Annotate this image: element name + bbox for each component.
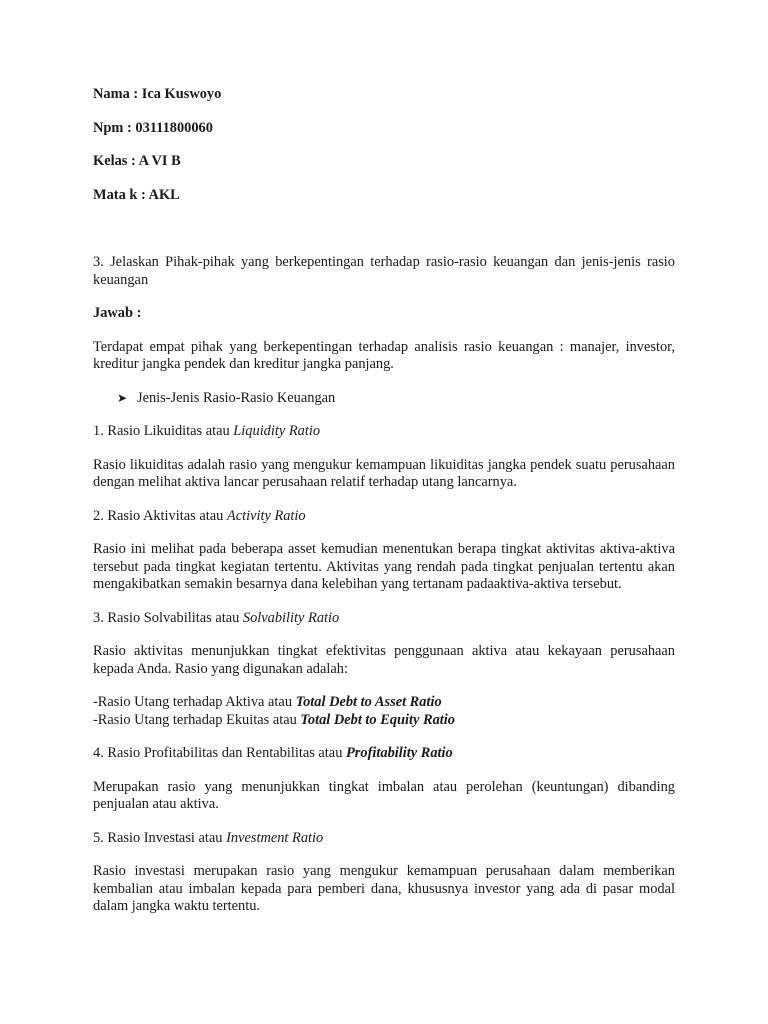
section-5-title: 5. Rasio Investasi atau Investment Ratio (93, 829, 324, 846)
document-content (93, 86, 675, 916)
arrow-bullet-icon: ➤ (117, 390, 128, 405)
section-4-body: Merupakan rasio yang menunjukkan tingkat imbalan atau perolehan (keuntungan) dibanding penjualan atau aktiva. (93, 778, 675, 812)
section-4-title: 4. Rasio Profitabilitas dan Rentabilitas atau Profitability Ratio (93, 745, 453, 761)
course-name: Mata k : AKL (93, 186, 180, 203)
student-name: Nama : Ica Kuswoyo (93, 86, 222, 102)
section-2-title: 2. Rasio Aktivitas atau Activity Ratio (93, 507, 306, 524)
student-npm: Npm : 03111800060 (93, 119, 213, 136)
section-5-body: Rasio investasi merupakan rasio yang mengukur kemampuan perusahaan dalam memberikan kembalian atau imbalan kepada para pemberi dana, khususnya investor yang ada di pasar modal dalam jangka waktu tertentu. (93, 863, 675, 914)
sub-item-1: -Rasio Utang terhadap Aktiva atau Total Debt to Asset Ratio (93, 694, 442, 710)
student-class: Kelas : A VI B (93, 153, 181, 169)
spacer (93, 204, 675, 238)
bullet-text: Jenis-Jenis Rasio-Rasio Keuangan (137, 389, 336, 406)
section-1-title: 1. Rasio Likuiditas atau Liquidity Ratio (93, 423, 321, 439)
answer-label: Jawab : (93, 305, 142, 321)
section-3-body: Rasio aktivitas menunjukkan tingkat efektivitas penggunaan aktiva atau kekayaan perusahaan kepada Anda. Rasio yang digunakan adalah: (93, 643, 675, 677)
intro-paragraph: Terdapat empat pihak yang berkepentingan terhadap analisis rasio keuangan : manajer, investor, kreditur jangka pendek dan kreditur jangka panjang. (93, 338, 675, 372)
section-1-body: Rasio likuiditas adalah rasio yang mengukur kemampuan likuiditas jangka pendek suatu perusahaan dengan melihat aktiva lancar perusahaan relatif terhadap utang lancarnya. (93, 456, 675, 490)
section-3-title: 3. Rasio Solvabilitas atau Solvability Ratio (93, 609, 340, 626)
question-text: 3. Jelaskan Pihak-pihak yang berkepentingan terhadap rasio-rasio keuangan dan jenis-jenis rasio keuangan (93, 254, 675, 288)
sub-item-2: -Rasio Utang terhadap Ekuitas atau Total Debt to Equity Ratio (93, 711, 455, 728)
bullet-item (117, 390, 675, 408)
section-2-body: Rasio ini melihat pada beberapa asset kemudian menentukan berapa tingkat aktivitas aktiva-aktiva tersebut pada tingkat kegiatan tertentu. Aktivitas yang rendah pada tingkat penjualan tertentu akan mengakibatkan semakin besarnya dana kelebihan yang tertanam padaaktiva-aktiva tersebut. (93, 541, 675, 592)
